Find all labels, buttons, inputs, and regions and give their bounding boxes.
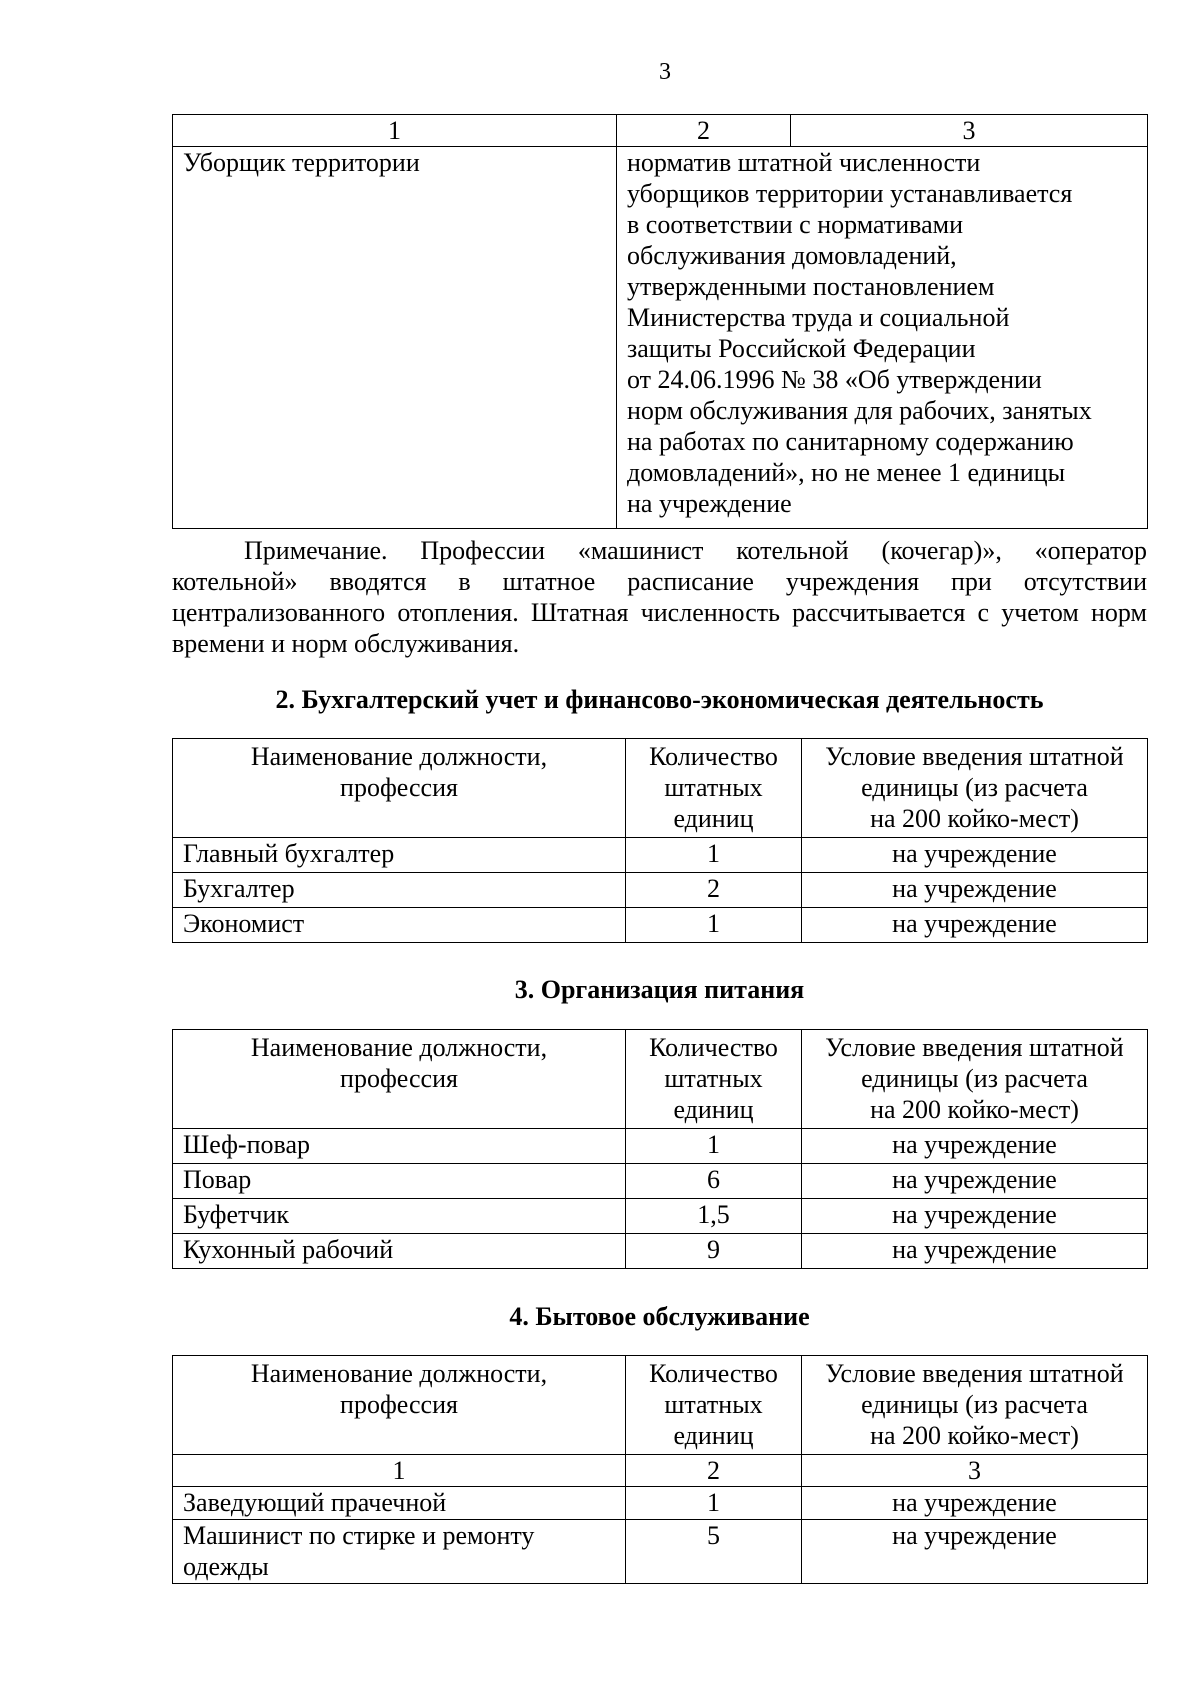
header-count: Количество штатных единиц [626, 1356, 802, 1455]
table-row [173, 1129, 1148, 1164]
position-condition: на учреждение [802, 838, 1148, 873]
table-row [173, 147, 1148, 529]
table-row [173, 1520, 1148, 1584]
condition-line: обслуживания домовладений, [627, 241, 957, 270]
condition-line: норматив штатной численности [627, 148, 981, 177]
position-name: Заведующий прачечной [173, 1487, 626, 1520]
condition-line: в соответствии с нормативами [627, 210, 964, 239]
table-header-row [173, 739, 1148, 838]
position-condition: на учреждение [802, 1129, 1148, 1164]
condition-line: домовладений», но не менее 1 единицы [627, 458, 1066, 487]
position-condition [617, 147, 1148, 529]
position-count: 1 [626, 908, 802, 943]
position-condition: на учреждение [802, 1520, 1148, 1584]
table-number-row [173, 1455, 1148, 1487]
condition-line: Министерства труда и социальной [627, 303, 1010, 332]
table-header-row [173, 115, 1148, 147]
position-name: Главный бухгалтер [173, 838, 626, 873]
column-number-3: 3 [802, 1455, 1148, 1487]
condition-line: норм обслуживания для рабочих, занятых [627, 396, 1092, 425]
header-condition: Условие введения штатной единицы (из расчета на 200 койко-мест) [802, 1356, 1148, 1455]
section-4-title: 4. Бытовое обслуживание [509, 1302, 810, 1331]
header-position: Наименование должности, профессия [173, 1030, 626, 1129]
column-number-1: 1 [173, 115, 617, 147]
position-count: 2 [626, 873, 802, 908]
note-paragraph: Примечание. Профессии «машинист котельной (кочегар)», «оператор котельной» вводятся в штатное расписание учреждения при отсутствии централизованного отопления. Штатная численность рассчитывается с учетом норм времени и норм обслуживания. [172, 536, 1147, 658]
position-name: Бухгалтер [173, 873, 626, 908]
table-header-row [173, 1356, 1148, 1455]
condition-line: от 24.06.1996 № 38 «Об утверждении [627, 365, 1042, 394]
position-name: Кухонный рабочий [173, 1234, 626, 1269]
section-3-title: 3. Организация питания [514, 975, 805, 1004]
table-row [173, 873, 1148, 908]
position-condition: на учреждение [802, 1487, 1148, 1520]
page-number: 3 [659, 59, 671, 85]
header-count: Количество штатных единиц [626, 1030, 802, 1129]
table-row [173, 908, 1148, 943]
column-number-2: 2 [617, 115, 791, 147]
condition-line: на учреждение [627, 489, 792, 518]
condition-line: на работах по санитарному содержанию [627, 427, 1074, 456]
position-count: 9 [626, 1234, 802, 1269]
table-row [173, 838, 1148, 873]
table-1 [172, 114, 1148, 529]
column-number-1: 1 [173, 1455, 626, 1487]
header-condition: Условие введения штатной единицы (из расчета на 200 койко-мест) [802, 1030, 1148, 1129]
table-row [173, 1487, 1148, 1520]
position-name: Машинист по стирке и ремонту одежды [173, 1520, 626, 1584]
condition-line: уборщиков территории устанавливается [627, 179, 1073, 208]
table-header-row [173, 1030, 1148, 1129]
condition-line: утвержденными постановлением [627, 272, 995, 301]
condition-line: защиты Российской Федерации [627, 334, 976, 363]
table-row [173, 1164, 1148, 1199]
section-2-title: 2. Бухгалтерский учет и финансово-экономическая деятельность [275, 685, 1044, 714]
table-accounting [172, 738, 1148, 943]
position-condition: на учреждение [802, 873, 1148, 908]
header-condition: Условие введения штатной единицы (из расчета на 200 койко-мест) [802, 739, 1148, 838]
position-count: 1 [626, 838, 802, 873]
position-count: 5 [626, 1520, 802, 1584]
position-condition: на учреждение [802, 1234, 1148, 1269]
position-name: Экономист [173, 908, 626, 943]
header-position: Наименование должности, профессия [173, 739, 626, 838]
position-name: Повар [173, 1164, 626, 1199]
table-row [173, 1234, 1148, 1269]
column-number-2: 2 [626, 1455, 802, 1487]
header-count: Количество штатных единиц [626, 739, 802, 838]
header-position: Наименование должности, профессия [173, 1356, 626, 1455]
position-condition: на учреждение [802, 1199, 1148, 1234]
position-condition: на учреждение [802, 1164, 1148, 1199]
position-count: 1 [626, 1129, 802, 1164]
table-household [172, 1355, 1148, 1584]
position-count: 1 [626, 1487, 802, 1520]
position-count: 1,5 [626, 1199, 802, 1234]
table-catering [172, 1029, 1148, 1269]
position-name: Уборщик территории [173, 147, 617, 529]
position-name: Шеф-повар [173, 1129, 626, 1164]
position-name: Буфетчик [173, 1199, 626, 1234]
column-number-3: 3 [791, 115, 1148, 147]
table-row [173, 1199, 1148, 1234]
position-count: 6 [626, 1164, 802, 1199]
position-condition: на учреждение [802, 908, 1148, 943]
